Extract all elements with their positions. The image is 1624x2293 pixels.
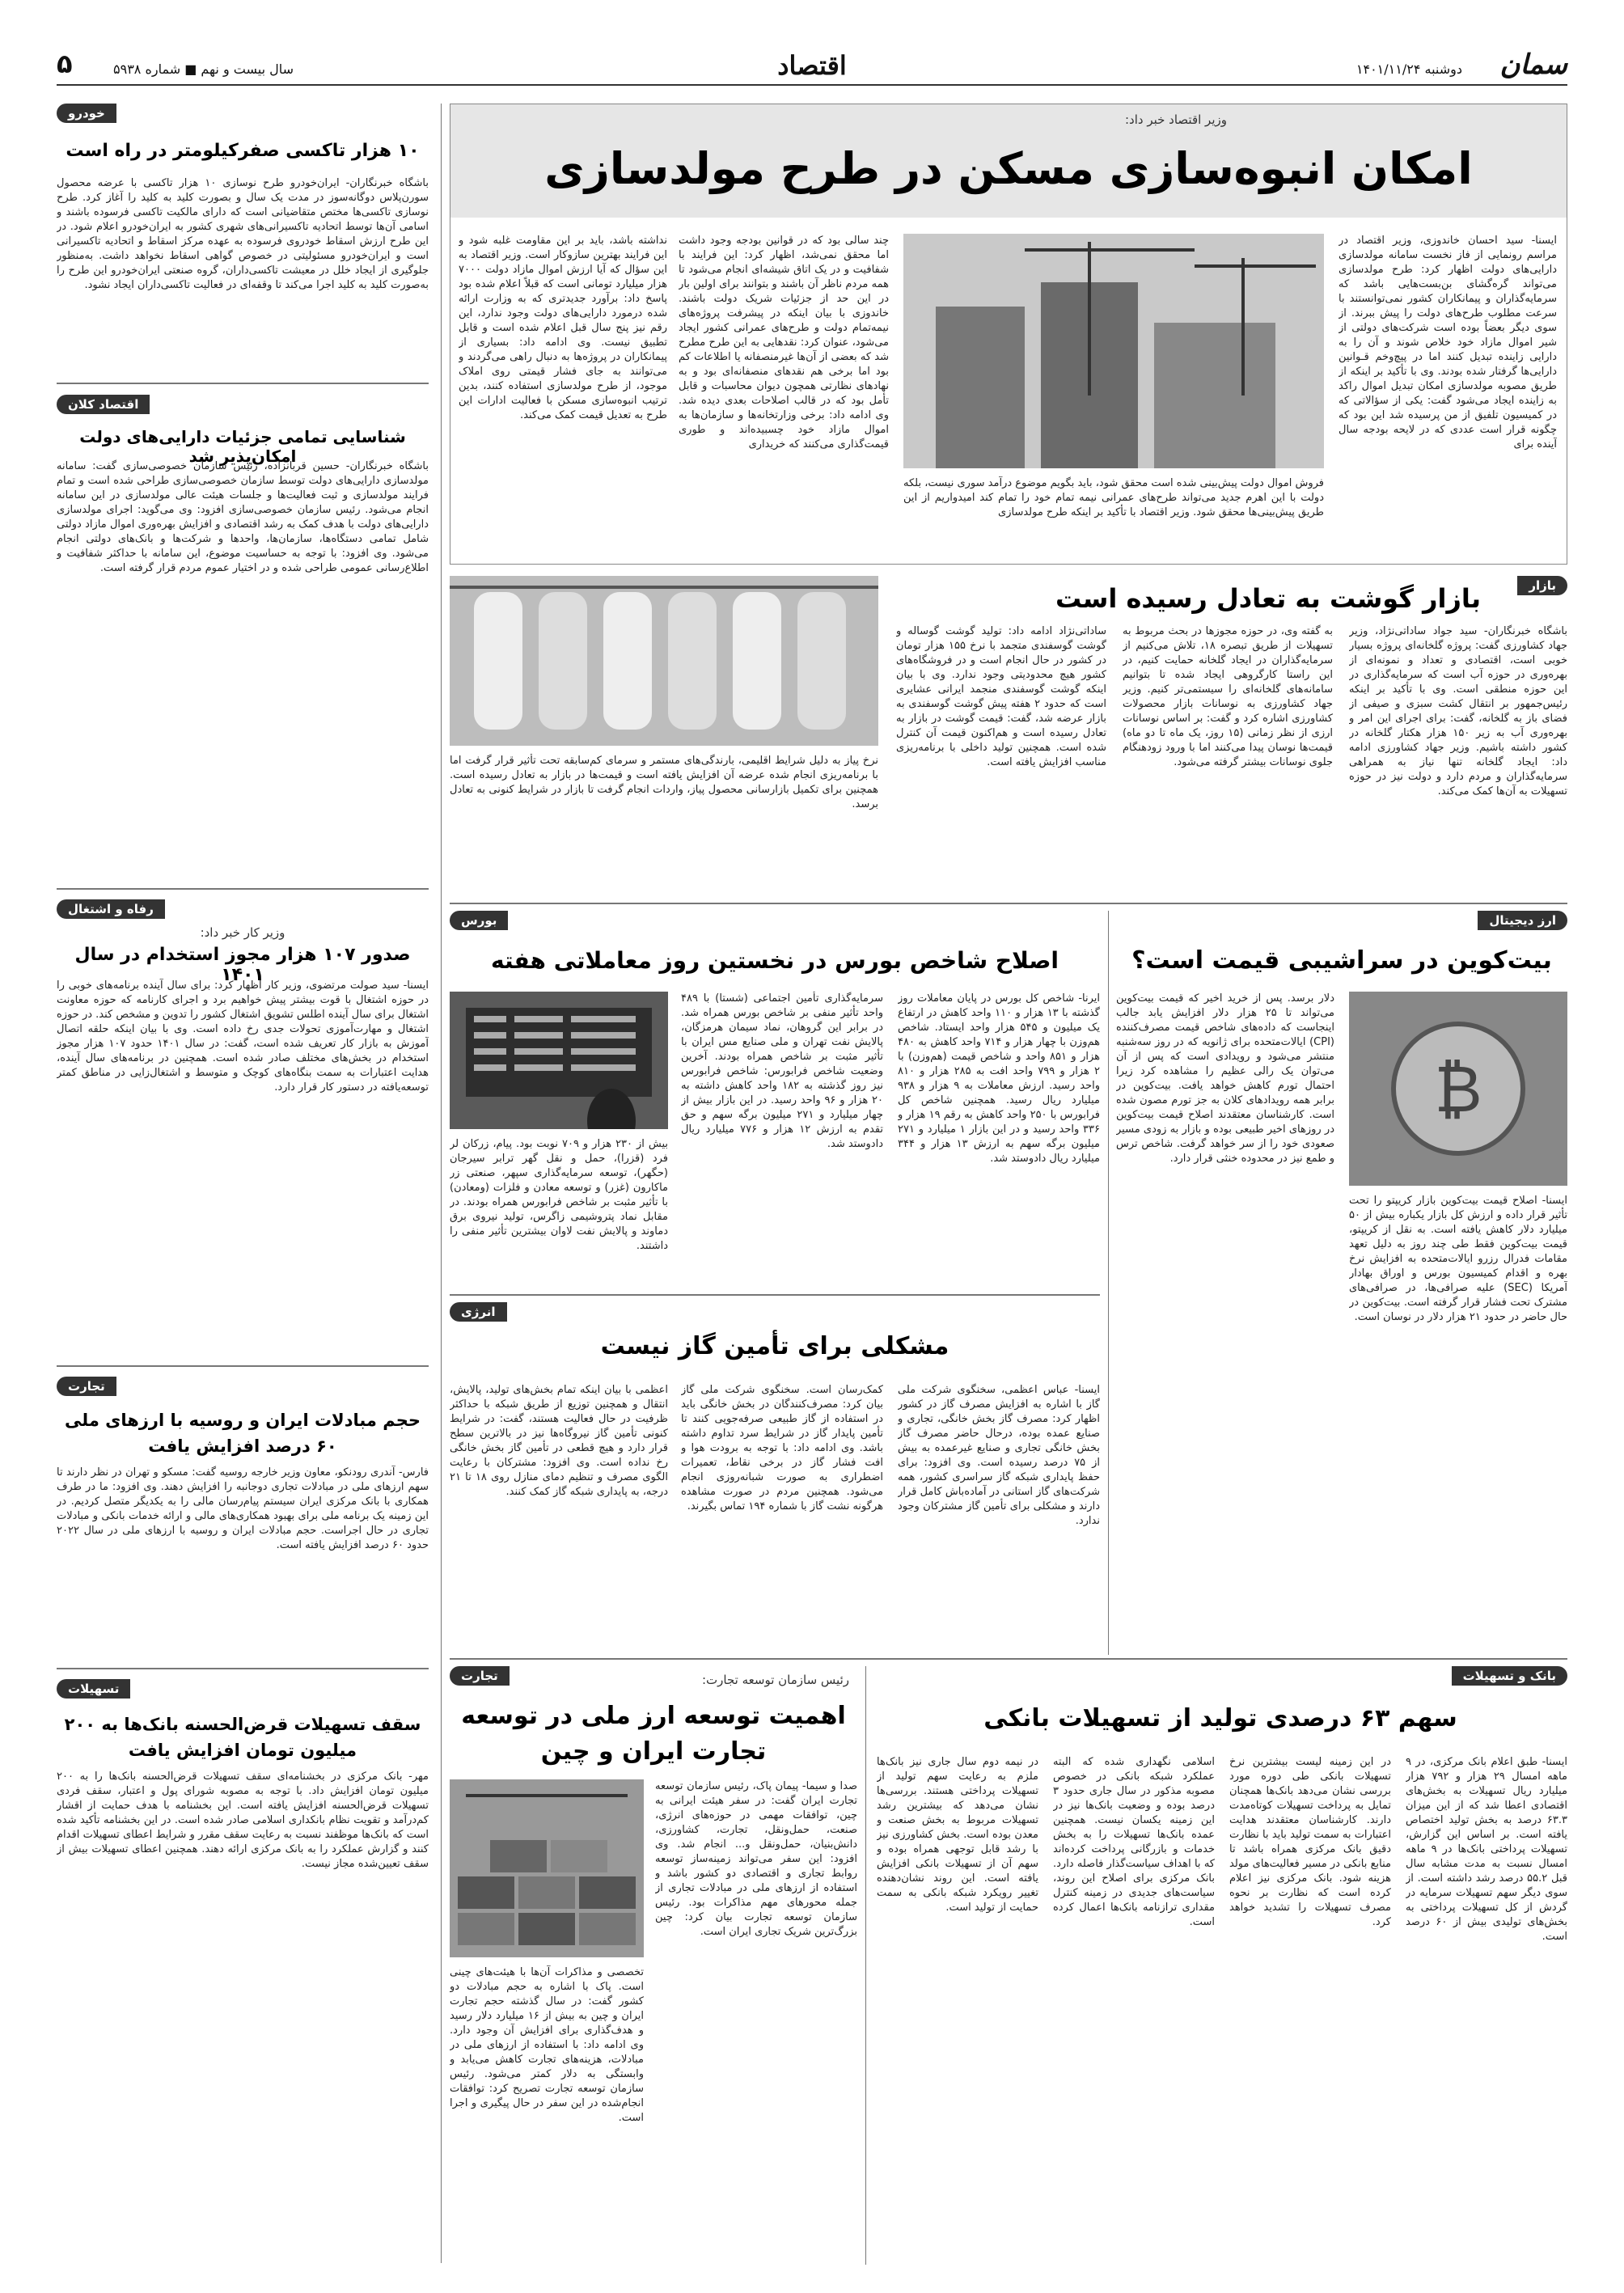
column-divider: [441, 104, 442, 2263]
column-divider: [1108, 911, 1109, 1655]
body-assets: باشگاه خبرنگاران- حسین قربانزاده، رئیس سازمان خصوصی‌سازی گفت: سامانه مولدسازی دارایی‌های دولت توسط سازمان خصوصی‌سازی طراحی شده است و تمام فرایند مولدسازی و ثبت فعالیت‌ها و جلسات هیئت عالی مولدسازی در این سامانه انجام می‌شود. رئیس سازمان خصوصی‌سازی افزود: وی می‌گوید: اجرای مولدسازی دارایی‌های دولت با هدف کمک به رشد اقتصادی و افزایش بهره‌وری اموال مازاد دولتی شامل تمامی دستگاه‌ها، سازمان‌ها، واحدها و شرکت‌ها و بانک‌های دولتی انجام می‌شود. وی افزود: با توجه به حساسیت موضوع، این سامانه با حداکثر شفافیت و اطلاع‌رسانی عمومی طراحی شده و در اختیار عموم مردم قرار گرفته است.: [57, 460, 429, 574]
section-tag-car: خودرو: [57, 104, 116, 123]
meat-col3: ساداتی‌نژاد ادامه داد: تولید گوشت گوساله و گوشت گوسفندی متجمد با نرخ ۱۵۵ هزار تومان در کشور در حال انجام است و در فروشگاه‌های کشور هیچ محدودیتی وجود ندارد. وی با بیان اینکه گوشت گوسفندی منجمد ایرانی عشایری است که حدود ۲ هفته پیش گوشت گوسفندی به بازار عرضه شد، گفت: قیمت گوشت در بازار به تعادل رسیده است و هم‌اکنون قیمت آن کنترل شده است. همچنین تولید داخلی با برنامه‌ریزی مناسب افزایش یافته است.: [896, 625, 1106, 768]
svg-text:₿: ₿: [1434, 1051, 1482, 1127]
trade-col1: صدا و سیما- پیمان پاک، رئیس سازمان توسعه تجارت ایران گفت: در سفر هیئت ایرانی به چین، توافقات مهمی در حوزه‌های انرژی، صنعت، حمل‌ونقل، تجارت، کشاورزی، دانش‌بنیان، حمل‌ونقل و... انجام شد. وی افزود: این سفر می‌تواند زمینه‌ساز توسعه روابط تجاری و اقتصادی دو کشور باشد و استفاده از ارزهای ملی در مبادلات تجاری از جمله محورهای مهم مذاکرات بود. رئیس سازمان توسعه تجارت بیان کرد: چین بزرگ‌ترین شریک تجاری ایران است.: [655, 1780, 857, 1938]
crypto-headline: بیت‌کوین در سراشیبی قیمت است؟: [1131, 946, 1552, 975]
construction-photo: [903, 234, 1324, 468]
gas-col2: کمک‌رسان است. سخنگوی شرکت ملی گاز بیان کرد: مصرف‌کنندگان در بخش خانگی باید در استفاده از گاز طبیعی صرفه‌جویی کنند تا تأمین پایدار گاز در شرایط سرد تداوم داشته باشد. وی ادامه داد: با توجه به برودت هوا و افت فشار گاز در برخی نقاط، تعمیرات اضطراری به صورت شبانه‌روزی انجام می‌شود. همچنین مردم در صورت مشاهده هرگونه نشت گاز با شماره ۱۹۴ تماس بگیرند.: [681, 1384, 883, 1512]
body-taxi: باشگاه خبرنگاران- ایران‌خودرو طرح نوسازی ۱۰ هزار تاکسی با عرضه محصول سورن‌پلاس دوگانه‌سوز در مدت یک سال و بصورت کلید به کلید را آغاز کرد. طرح نوسازی تاکسی‌ها مختص متقاضیانی است که دارای مالکیت تاکسی فرسوده باشند و اسامی آن‌ها توسط اتحادیه تاکسیرانی‌های شهری کشور به ایران‌خودرو اعلام شود. در این طرح ارزش اسقاط خودروی فرسوده به عهده مرکز اسقاط و اتحادیه تاکسیرانی است و ایران‌خودرو مسئولیتی در خصوص گواهی اسقاط نخواهد داشت. به‌منظور جلوگیری از ایجاد خلل در معیشت تاکسی‌داران، گروه صنعتی ایران‌خودرو این طرح را به‌صورت کلید به کلید اجرا می‌کند تا وقفه‌ای در فعالیت تاکسی‌داران ایجاد نشود.: [57, 177, 429, 291]
meat-col1: باشگاه خبرنگاران- سید جواد ساداتی‌نژاد، وزیر جهاد کشاورزی گفت: پروژه گلخانه‌ای پروژه بسیار خوبی است، اقتصادی و تعداد و نمونه‌ای از بهره‌وری در حوزه آب است که سرمایه‌گذاری در این حوزه منطقی است. وی با تأکید بر اینکه رئیس‌جمهور بر انتقال کشت سبزی و صیفی از فضای باز به گلخانه، گفت: برای اجرای این امر و بهره‌وری آب به‌ زیر ۱۵۰ هزار هکتار گلخانه در کشور داشته باشیم. وزیر جهاد کشاورزی ادامه داد: ایجاد گلخانه تنها نیاز به همراهی سرمایه‌گذاران و مردم دارد و دولت نیز در حوزه تسهیلات به آن‌ها کمک می‌کند.: [1349, 625, 1567, 797]
crypto-col2: دلار برسد. پس از خرید اخیر که قیمت بیت‌کوین می‌تواند تا ۲۵ هزار دلار افزایش یابد جالب اینجاست که داده‌های شاخص قیمت مصرف‌کننده (CPI) ایالات‌متحده برای ژانویه که در روز سه‌شنبه منتشر می‌شود و رویدادی است که پس از آن می‌توان یک رالی عظیم را مشاهده کرد زیرا احتمال تورم کاهش خواهد یافت. بیت‌کوین در برابر همه رویدادهای کلان به جز تورم مصون شده است. کارشناسان معتقدند اصلاح قیمت بیت‌کوین در روزهای اخیر طبیعی بوده و بازار به زودی مسیر صعودی خود را از سر خواهد گرفت. شاخص ترس و طمع نیز در محدوده خنثی قرار دارد.: [1116, 992, 1334, 1165]
section-tag-macro: اقتصاد کلان: [57, 395, 150, 414]
bourse-story: [450, 911, 1100, 1291]
crypto-col1: ایسنا- اصلاح قیمت بیت‌کوین بازار کریپتو را تحت تأثیر قرار داده و ارزش کل بازار یکباره بیش از ۵۰ میلیارد دلار کاهش یافته است. به نقل از کریپتو، قیمت بیت‌کوین فقط طی چند روز به دلیل تعهد مقامات فدرال رزرو ایالات‌متحده به افزایش نرخ بهره و اقدام کمیسیون بورس و اوراق بهادار آمریکا (SEC) علیه صرافی‌ها، در صرافی‌های مشترک تحت فشار قرار گرفته است. بیت‌کوین در حال حاضر در حدود ۲۱ هزار دلار در نوسان است.: [1349, 1195, 1567, 1323]
lead-kicker: وزیر اقتصاد خبر داد:: [1124, 112, 1227, 127]
bank-col1: ایسنا- طبق اعلام بانک مرکزی، در ۹ ماهه امسال ۲۹ هزار و ۷۹۲ هزار میلیارد ریال تسهیلات به بخش‌های اقتصادی اعطا شد که از این میزان ۶۳.۳ درصد به بخش تولید اختصاص یافته است. بر اساس این گزارش، تسهیلات پرداختی بانک‌ها در ۹ ماهه امسال نسبت به مدت مشابه سال قبل ۵۵.۲ درصد رشد داشته است. از سوی دیگر سهم تسهیلات سرمایه در گردش از کل تسهیلات پرداختی به بخش‌های تولیدی بیش از ۶۰ درصد است.: [1406, 1756, 1567, 1943]
gas-headline: مشکلی برای تأمین گاز نیست: [600, 1332, 949, 1360]
gas-col1: ایسنا- عباس اعظمی، سخنگوی شرکت ملی گاز با اشاره به افزایش مصرف گاز در کشور اظهار کرد: مصرف گاز بخش خانگی، تجاری و صنایع عمده بوده، درحال حاضر مصرف گاز بخش خانگی تجاری و صنایع غیرعمده به بیش از ۷۵ درصد رسیده است. وی افزود: برای حفظ پایداری شبکه گاز سراسری کشور، همه شرکت‌های گاز استانی در آماده‌باش کامل قرار دارند و مشکلی برای تأمین گاز مشترکان وجود ندارد.: [898, 1384, 1100, 1527]
lead-headline: امکان انبوه‌سازی مسکن در طرح مولدسازی: [544, 143, 1473, 194]
headline-hiring: صدور ۱۰۷ هزار مجوز استخدام در سال ۱۴۰۱: [74, 945, 411, 985]
section-tag-welfare: رفاه و اشتغال: [57, 899, 165, 919]
bourse-photo: [450, 992, 668, 1129]
section-tag-trade-2: تجارت: [450, 1666, 510, 1686]
meat-photo: [450, 576, 878, 746]
section-tag-crypto: ارز دیجیتال: [1478, 911, 1567, 930]
containers-photo: [450, 1779, 644, 1957]
lead-col4: نداشته باشد، باید بر این مقاومت غلبه شود و این فرایند بهترین سازوکار است. وزیر اقتصاد به این سؤال که آیا ارزش اموال مازاد دولت ۷۰۰۰ هزار میلیارد تومانی است که قبلاً اعلام شده بود پاسخ داد: برآورد جدیدتری که به وزارت ارائه شده درمورد دارایی‌های دولت وجود ندارد، این رقم نیز پنج سال قبل اعلام شده است و قابل تطبیق نیست. وی ادامه داد: بسیاری از پیمانکاران در پروژه‌ها به دنبال راهی می‌گردند و می‌توانند به جای فشار قیمتی روی املاک موجود، از طرح مولدسازی استفاده کنند، بدین ترتیب انبوه‌سازی مسکن با فعالیت ادارات این طرح به تعدیل قیمت کمک می‌کند.: [459, 235, 667, 421]
divider: [450, 903, 1567, 904]
bank-col4: در نیمه دوم سال جاری نیز بانک‌ها ملزم به رعایت سهم تولید از تسهیلات پرداختی هستند. بررسی‌ها نشان می‌دهد که بیشترین رشد تسهیلات مربوط به بخش صنعت و معدن بوده است. بخش کشاورزی نیز با رشد قابل توجهی همراه بوده و سهم آن از تسهیلات بانکی افزایش یافته است. این روند نشان‌دهنده تغییر رویکرد شبکه بانکی به سمت حمایت از تولید است.: [877, 1756, 1038, 1914]
bourse-col3: بیش از ۲۳۰ هزار و ۷۰۹ نوبت بود. پیام، زرکان لر فرد (قزرا)، حمل و نقل گهر ترابر سیرجان (حگهر)، توسعه سرمایه‌گذاری سپهر، صنعتی زر ماکارون (غزر) و توسعه معادن و فلزات (ومعادن) با تأثیر مثبت بر شاخص فرابورس همراه بودند. در مقابل نماد پتروشیمی زاگرس، تولید نیروی برق دماوند و پالایش نفت لاوان بیشترین تأثیر منفی را داشتند.: [450, 1138, 668, 1252]
crypto-story: [1116, 911, 1567, 1655]
body-loans: مهر- بانک مرکزی در بخشنامه‌ای سقف تسهیلات قرض‌الحسنه بانک‌ها را به ۲۰۰ میلیون تومان افزایش داد. با توجه به مصوبه شورای پول و اعتبار، سقف فردی تسهیلات قرض‌الحسنه افزایش یافته است. این بخشنامه با هدف حمایت از اقشار کم‌درآمد و تقویت نظام بانکداری اسلامی صادر شده است. در این بخشنامه تأکید شده است که بانک‌ها موظفند نسبت به رعایت سقف مقرر و شرایط اعطای تسهیلات اقدام کنند و گزارش عملکرد را به بانک مرکزی ارائه دهند. همچنین اعطای تسهیلات بیش از سقف تعیین‌شده مجاز نیست.: [57, 1771, 429, 1870]
masthead-section: اقتصاد: [777, 50, 847, 81]
headline-russia: حجم مبادلات ایران و روسیه با ارزهای ملی ۶۰ درصد افزایش یافت: [65, 1411, 421, 1456]
trade-col2: تخصصی و مذاکرات آن‌ها با هیئت‌های چینی است. پاک با اشاره به حجم مبادلات دو کشور گفت: در سال گذشته حجم تجارت ایران و چین به بیش از ۱۶ میلیارد دلار رسید و هدف‌گذاری برای افزایش آن وجود دارد. وی ادامه داد: با استفاده از ارزهای ملی در مبادلات، هزینه‌های تجارت کاهش می‌یابد و وابستگی به دلار کمتر می‌شود. رئیس سازمان توسعه تجارت تصریح کرد: توافقات انجام‌شده در این سفر در حال پیگیری و اجرا است.: [450, 1966, 644, 2124]
divider: [57, 1668, 429, 1669]
meat-story: [450, 576, 1567, 899]
lead-col3: چند سالی بود که در قوانین بودجه وجود داشت اما محقق نمی‌شد، اظهار کرد: این فرایند با شفافیت و در یک اتاق شیشه‌ای انجام می‌شود تا همه مردم ناظر آن باشند و بتوانند برای اولین بار در این حد از جزئیات شریک دولت باشند. خاندوزی با بیان اینکه در پیشرفت پروژه‌های نیمه‌تمام دولت و طرح‌های عمرانی کشور ایجاد می‌شود، عنوان کرد: نقدهایی به این طرح مطرح شد که بعضی از آن‌ها غیرمنصفانه یا اطلاعات کم بود اما برخی هم نقدهای منصفانه‌ای بود و به نهادهای نظارتی همچون دیوان محاسبات و قابل تأمل بود که در قالب اصلاحات بعدی دیده شد. وی ادامه داد: برخی وزارتخانه‌ها و سازمان‌ها به اموال مازاد خود چسبیده‌اند و طوری قیمت‌گذاری می‌کنند که خریداری: [679, 235, 889, 451]
trade-headline: اهمیت توسعه ارز ملی در توسعه تجارت ایران و چین: [461, 1702, 846, 1766]
masthead-issue: سال بیست و نهم ■ شماره ۵۹۳۸: [113, 61, 294, 77]
lead-story: [450, 104, 1567, 565]
gas-col3: اعظمی با بیان اینکه تمام بخش‌های تولید، پالایش، انتقال و همچنین توزیع از طریق شبکه با حداکثر ظرفیت در حال فعالیت هستند، گفت: در شرایط کنونی تأمین گاز نیروگاه‌ها نیز در بالاترین سطح قرار دارد و هیچ قطعی در تأمین گاز بخش خانگی رخ نداده است. وی افزود: مشترکان با رعایت الگوی مصرف و تنظیم دمای منازل روی ۱۸ تا ۲۱ درجه، به پایداری شبکه گاز کمک کنند.: [450, 1384, 668, 1498]
divider: [57, 888, 429, 890]
masthead: [57, 49, 1567, 86]
lead-caption: فروش اموال دولت پیش‌بینی شده است محقق شود، باید بگویم موضوع درآمد سوری نیست، بلکه دولت با این اهرم جدید می‌تواند طرح‌های عمرانی نیمه تمام خود را تمام کند امیدواریم از این طریق پیش‌بینی‌ها محقق شود. وزیر اقتصاد با تأکید بر اینکه طرح مولدسازی: [903, 477, 1324, 518]
bitcoin-photo-image: [1349, 992, 1567, 1186]
bank-col2: در این زمینه لیست بیشترین نرخ تسهیلات بانکی طی دوره مورد بررسی نشان می‌دهد بانک‌ها همچنان تمایل به پرداخت تسهیلات کوتاه‌مدت دارند. کارشناسان معتقدند هدایت اعتبارات به سمت تولید باید با نظارت دقیق بانک مرکزی همراه باشد تا منابع بانکی در مسیر فعالیت‌های مولد هزینه شود. بانک مرکزی نیز اعلام کرده است که نظارت بر نحوه مصرف تسهیلات را تشدید خواهد کرد.: [1229, 1756, 1391, 1928]
bourse-headline: اصلاح شاخص بورس در نخستین روز معاملاتی هفته: [490, 947, 1059, 974]
section-tag-loans: تسهیلات: [57, 1679, 130, 1699]
divider: [57, 383, 429, 384]
construction-photo-image: [903, 234, 1324, 468]
section-tag-bourse: بورس: [450, 911, 508, 930]
lead-col1: ایسنا- سید احسان خاندوزی، وزیر اقتصاد در مراسم رونمایی از فاز نخست سامانه مولدسازی دارایی‌های دولت اظهار کرد: طرح مولدسازی می‌تواند گره‌گشای بن‌بست‌هایی باشد که سرمایه‌گذاران و پیمانکاران کشور نمی‌توانستند با سرعت مطلوب طرح‌های دولت را پیش ببرند. از سوی دیگر بعضاً بوده است شرکت‌های دولتی از شیر اموال مازاد خود خلاص شوند و آن را به دارایی زاینده تبدیل کنند اما در پیچ‌وخم قـوانین دارایی‌ها گرفتار شده بودند. وی با تأکید بر اینکه از طریق مصوبه مولدسازی امکان تبدیل اموال راکد به زاینده ایجاد می‌شود گفت: یکی از سؤالاتی که در کمیسیون تلفیق از من پرسیده شد این بود که چگونه قرار است عددی که در لایحه بودجه سال آینده برای: [1339, 235, 1557, 451]
divider: [450, 1294, 1100, 1296]
trade-story: [450, 1666, 857, 2265]
divider: [57, 1365, 429, 1367]
meat-headline: بازار گوشت به تعادل رسیده است: [1055, 583, 1481, 614]
bank-story: [873, 1666, 1567, 2265]
column-divider: [865, 1666, 866, 2265]
bank-headline: سهم ۶۳ درصدی تولید از تسهیلات بانکی: [983, 1704, 1457, 1732]
bourse-col1: ایرنا- شاخص کل بورس در پایان معاملات روز گذشته با ۱۳ هزار و ۱۱۰ واحد کاهش در ارتفاع یک میلیون و ۵۴۵ هزار واحد ایستاد. شاخص هم‌وزن با چهار هزار و ۷۱۴ واحد کاهش به ۴۸۰ هزار و ۸۵۱ واحد و شاخص قیمت (هم‌وزن) با ۲ هزار و ۷۹۹ واحد افت به ۲۸۵ هزار و ۸۱۰ واحد رسید. ارزش معاملات به ۹ هزار و ۹۳۸ میلیارد ریال رسید. همچنین شاخص کل فرابورس با ۲۵۰ واحد کاهش به رقم ۱۹ هزار و ۳۳۶ واحد رسید و در این بازار ۱ میلیارد و ۲۷۱ میلیون برگه سهم به ارزش ۱۳ هزار و ۳۴۴ میلیارد ریال دادوستد شد.: [898, 992, 1100, 1165]
body-russia: فارس- آندری رودنکو، معاون وزیر خارجه روسیه گفت: مسکو و تهران در نظر دارند تا سهم ارزهای ملی در مبادلات تجاری دوجانبه را افزایش دهند. وی افزود: ما در طرف همکاری با بانک مرکزی ایران سیستم پیام‌رسان مالی را به یکدیگر متصل کردیم. در این زمینه یک برنامه ملی برای بهبود همکاری‌های مالی و ارائه خدمات بانکی و مبادلات تجاری در حال اجراست. حجم مبادلات ایران و روسیه با ارزهای ملی در سال ۲۰۲۲ حدود ۶۰ درصد افزایش یافته است.: [57, 1466, 429, 1551]
masthead-logo: سمان: [1499, 49, 1567, 81]
section-tag-bank: بانک و تسهیلات: [1452, 1666, 1567, 1686]
headline-assets: شناسایی تمامی جزئیات دارایی‌های دولت امکان‌پذیر شد: [79, 427, 406, 466]
bourse-col2: سرمایه‌گذاری تأمین اجتماعی (شستا) با ۴۸۹ واحد تأثیر منفی بر شاخص بورس همراه شد. در برابر این گروهان، نماد سیمان هرمزگان، پالایش نفت تهران و ملی صنایع مس ایران با تأثیر مثبت بر شاخص همراه بودند. آخرین وضعیت شاخص فرابورس: شاخص فرابورس نیز روز گذشته به ۱۸۲ واحد کاهش داشته به ۲۰ هزار و ۹۶ واحد رسید. در این بازار بیش از چهار میلیارد و ۲۷۱ میلیون برگه سهم و حق تقدم به ارزش ۱۲ هزار و ۷۷۶ میلیارد ریال دادوستد شد.: [681, 992, 883, 1150]
masthead-date: دوشنبه ۱۴۰۱/۱۱/۲۴: [1355, 61, 1462, 77]
bourse-photo-image: [450, 992, 668, 1129]
headline-loans: سقف تسهیلات قرض‌الحسنه بانک‌ها به ۲۰۰ میلیون تومان افزایش یافت: [64, 1715, 421, 1760]
section-tag-market: بازار: [1517, 576, 1567, 595]
left-column: [57, 104, 429, 2263]
meat-photo-image: [450, 576, 878, 746]
bank-col3: اسلامی نگهداری شده که البته عملکرد شبکه بانکی در خصوص مصوبه مذکور در سال جاری حدود ۳ درصد بوده و وضعیت بانک‌ها نیز در این زمینه یکسان نیست. همچنین عمده بانک‌ها تسهیلات را به بخش خدمات و بازرگانی پرداخت کرده‌اند که با اهداف سیاست‌گذار فاصله دارد. بانک مرکزی برای اصلاح این روند، سیاست‌های جدیدی در زمینه کنترل مقداری ترازنامه بانک‌ها اعمال کرده است.: [1053, 1756, 1215, 1928]
trade-kicker: رئیس سازمان توسعه تجارت:: [702, 1673, 849, 1687]
section-tag-trade: تجارت: [57, 1377, 116, 1396]
containers-photo-image: [450, 1779, 644, 1957]
meat-col2: به گفته وی، در حوزه مجوزها در بحث مربوط به تسهیلات از طریق تبصره ۱۸، تلاش می‌کنیم از سرمایه‌گذاران در ایجاد گلخانه حمایت کنیم، در این راستا کارگروهی ایجاد شده تا بتوانیم سامانه‌های گلخانه‌ای را سیستمی‌تر کنیم. وزیر جهاد کشاورزی به نوسانات بازار محصولات کشاورزی اشاره کرد و گفت: بر اساس نوسانات ارزی از نظر زمانی (۱۵ روز، یک ماه تا دو ماه) قیمت‌ها نوسان پیدا می‌کنند اما با ورود زودهنگام جلوی نوسانات بیشتر گرفته می‌شود.: [1123, 625, 1333, 768]
gas-story: [450, 1302, 1100, 1655]
divider: [450, 1658, 1567, 1660]
meat-caption: نرخ پیاز به دلیل شرایط اقلیمی، بارندگی‌های مستمر و سرمای کم‌سابقه تحت تأثیر قرار گرفت اما با برنامه‌ریزی انجام شده عرضه آن افزایش یافته است و قیمت‌ها در بازار به تعادل رسیده است. همچنین برای تکمیل بازارسانی محصول پیاز، واردات انجام گرفت تا بازار در شرایط کنونی به تعادل برسد.: [450, 755, 878, 810]
page-number: ۵: [57, 49, 73, 79]
body-hiring: ایسنا- سید صولت مرتضوی، وزیر کار اظهار کرد: برای سال آینده برنامه‌های خوبی را در حوزه اشتغال با قوت بیشتر پیش خواهیم برد و اجرای کارنامه که حوزه معاونت اشتغال برای سال آینده اطلس تشویق اشتغال کشور را تدوین و مشخص کند. در حوزه اشتغال و مهارت‌آموزی تحولات جدی رخ داده است. وی با بیان اینکه حلقه اتصال آموزش به بازار کار تعریف شده است، گفت: در سال ۱۴۰۱ حدود ۱۰۷ هزار مجوز استخدام در بخش‌های مختلف صادر شده است. همچنین در برنامه‌های سال آینده، هدایت اعتبارات به سمت بنگاه‌های کوچک و متوسط و اشتغال‌زایی در مناطق کمتر توسعه‌یافته در دستور کار قرار دارد.: [57, 979, 429, 1094]
headline-taxi: ۱۰ هزار تاکسی صفرکیلومتر در راه است: [66, 141, 420, 161]
kicker-labor: وزیر کار خبر داد:: [200, 925, 285, 940]
section-tag-energy: انرژی: [450, 1302, 507, 1322]
bitcoin-photo: [1349, 992, 1567, 1186]
